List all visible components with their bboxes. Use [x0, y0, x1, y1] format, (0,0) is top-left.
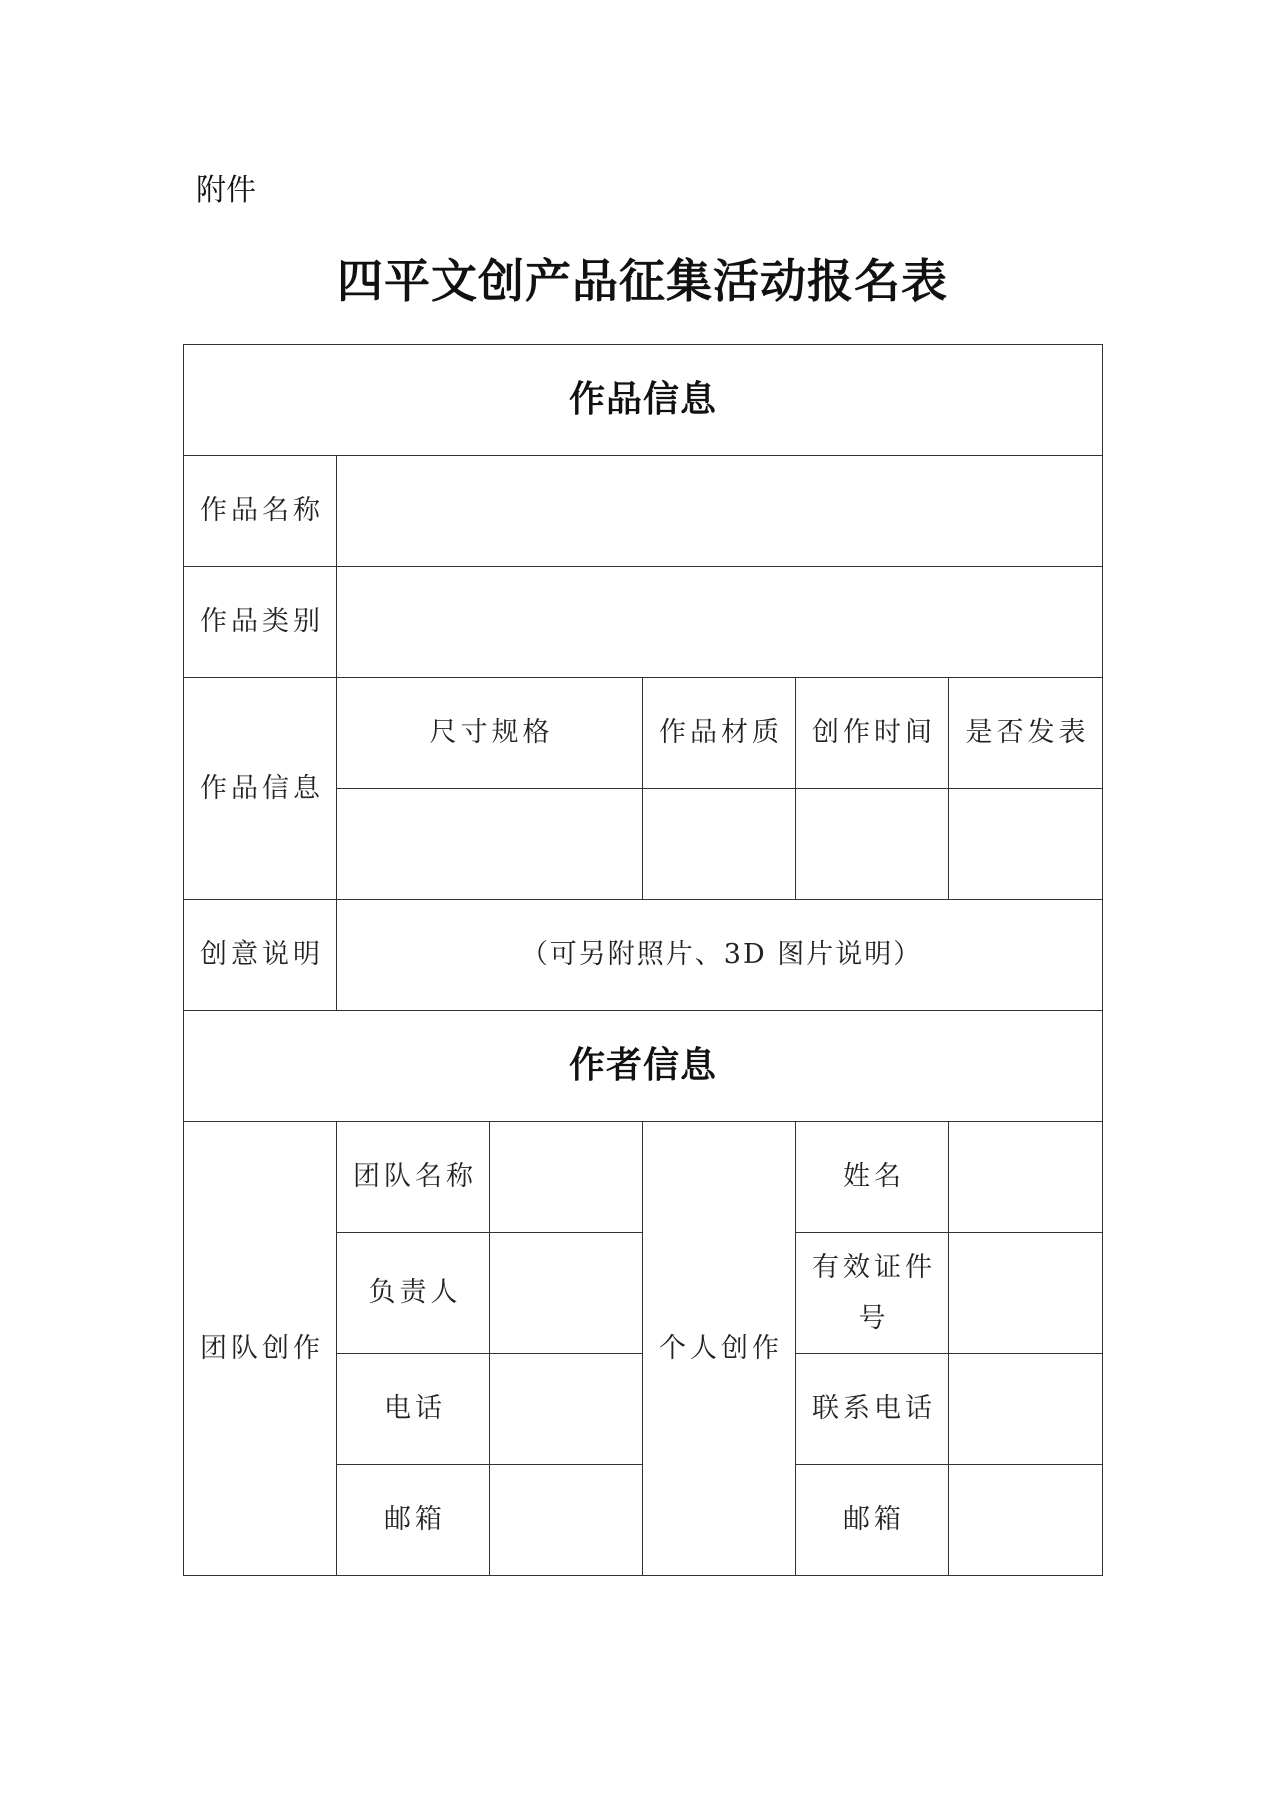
- team-leader-value-cell: [490, 1233, 643, 1354]
- author-info-header-row: [184, 1011, 1103, 1122]
- size-spec-column-header: 尺寸规格: [337, 678, 643, 789]
- team-phone-label: 电话: [337, 1354, 490, 1465]
- individual-phone-value-cell: [949, 1354, 1103, 1465]
- id-number-label: 有效证件号: [796, 1233, 949, 1354]
- individual-email-label: 邮箱: [796, 1465, 949, 1576]
- creation-time-column-header: 创作时间: [796, 678, 949, 789]
- team-phone-value-cell: [490, 1354, 643, 1465]
- author-row: [184, 1122, 1103, 1233]
- work-category-label: 作品类别: [184, 567, 337, 678]
- team-leader-label: 负责人: [337, 1233, 490, 1354]
- registration-form-table: [183, 344, 1103, 1576]
- team-email-value-cell: [490, 1465, 643, 1576]
- individual-email-value-cell: [949, 1465, 1103, 1576]
- individual-name-value-cell: [949, 1122, 1103, 1233]
- idea-description-label: 创意说明: [184, 900, 337, 1011]
- author-info-header: 作者信息: [184, 1011, 1103, 1122]
- work-category-row: [184, 567, 1103, 678]
- work-info-header-row: [184, 345, 1103, 456]
- work-category-value-cell: [337, 567, 1103, 678]
- work-name-value-cell: [337, 456, 1103, 567]
- work-name-row: [184, 456, 1103, 567]
- size-spec-value-cell: [337, 789, 643, 900]
- document-title: 四平文创产品征集活动报名表: [337, 254, 948, 308]
- idea-description-row: [184, 900, 1103, 1011]
- team-name-value-cell: [490, 1122, 643, 1233]
- published-value-cell: [949, 789, 1103, 900]
- work-details-header-row: [184, 678, 1103, 789]
- work-details-label: 作品信息: [184, 678, 337, 900]
- material-column-header: 作品材质: [643, 678, 796, 789]
- individual-creation-label: 个人创作: [643, 1122, 796, 1576]
- attachment-label: 附件: [196, 173, 256, 208]
- work-info-header: 作品信息: [184, 345, 1103, 456]
- work-name-label: 作品名称: [184, 456, 337, 567]
- creation-time-value-cell: [796, 789, 949, 900]
- individual-phone-label: 联系电话: [796, 1354, 949, 1465]
- team-email-label: 邮箱: [337, 1465, 490, 1576]
- team-creation-label: 团队创作: [184, 1122, 337, 1576]
- team-name-label: 团队名称: [337, 1122, 490, 1233]
- id-number-value-cell: [949, 1233, 1103, 1354]
- material-value-cell: [643, 789, 796, 900]
- published-column-header: 是否发表: [949, 678, 1103, 789]
- individual-name-label: 姓名: [796, 1122, 949, 1233]
- idea-description-hint: （可另附照片、3D 图片说明）: [337, 900, 1103, 1011]
